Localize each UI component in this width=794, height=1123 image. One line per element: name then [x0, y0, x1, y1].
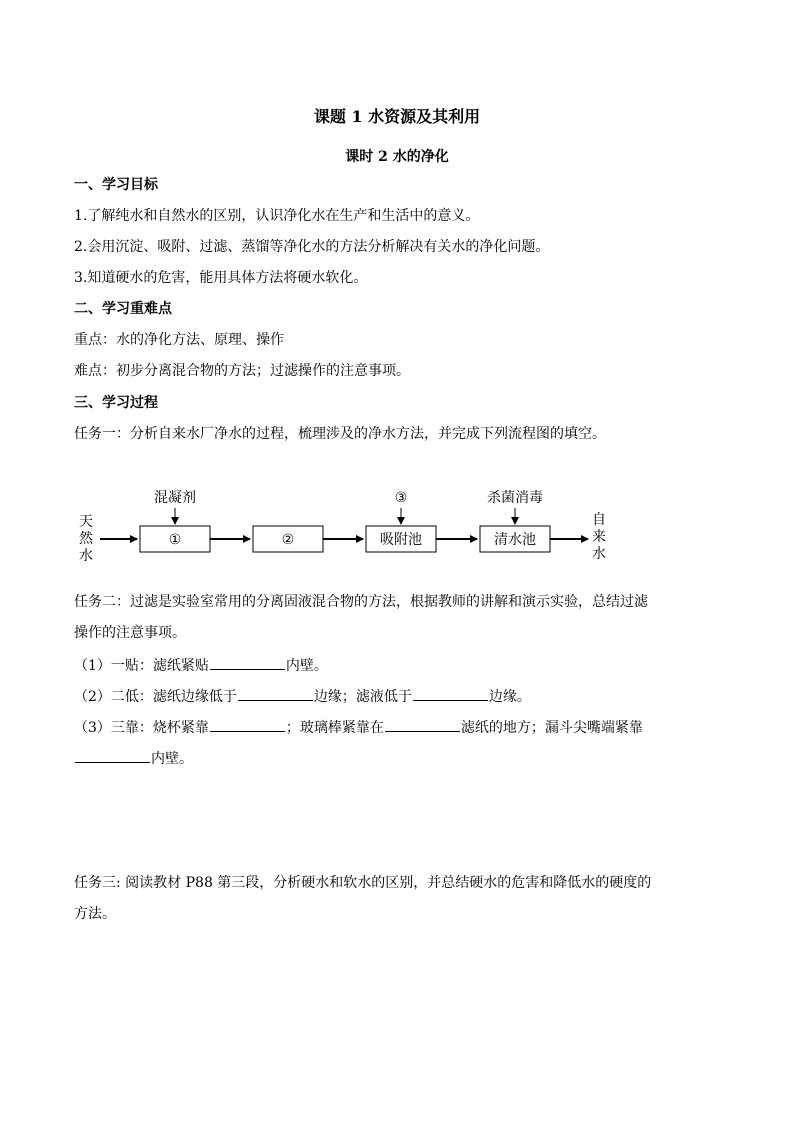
- goal-item-3: 3.知道硬水的危害，能用具体方法将硬水软化。: [74, 270, 368, 286]
- key-point: 重点：水的净化方法、原理、操作: [74, 332, 284, 348]
- flow-box-2-label: ②: [281, 532, 295, 548]
- task2-point-3: [74, 717, 734, 738]
- flow-box-1-label: ①: [168, 532, 182, 548]
- task2-intro-line2: 操作的注意事项。: [74, 625, 186, 641]
- point1-text-a: （1）一贴：滤纸紧贴: [74, 658, 209, 674]
- point2-text-c: 边缘。: [488, 689, 531, 705]
- flow-end-label: 自 来 水: [592, 512, 606, 562]
- task2-point-2: [74, 686, 734, 707]
- blank-3[interactable]: [413, 686, 488, 701]
- point2-text-b: 边缘；滤液低于: [313, 689, 412, 705]
- task2-point-1: [74, 655, 734, 676]
- difficult-point: 难点：初步分离混合物的方法；过滤操作的注意事项。: [74, 363, 410, 379]
- flow-start-label: 天 然 水: [79, 514, 93, 564]
- blank-4[interactable]: [210, 717, 285, 732]
- task3-line2: 方法。: [74, 906, 116, 922]
- blank-5[interactable]: [385, 717, 460, 732]
- section1-heading: 一、学习目标: [74, 177, 158, 193]
- blank-1[interactable]: [210, 655, 285, 670]
- flow-box-3-label: 吸附池: [380, 532, 422, 548]
- flow-input-1-label: 混凝剂: [154, 490, 196, 506]
- point1-text-b: 内壁。: [285, 658, 328, 674]
- task3-line1: 任务三: 阅读教材 P88 第三段，分析硬水和软水的区别，并总结硬水的危害和降低水的硬度的: [74, 875, 652, 891]
- page-title: 课题 1 水资源及其利用: [313, 107, 481, 126]
- point3-text-d: 内壁。: [151, 751, 193, 767]
- goal-item-1: 1.了解纯水和自然水的区别，认识净化水在生产和生活中的意义。: [74, 208, 480, 224]
- section2-heading: 二、学习重难点: [74, 301, 172, 317]
- point2-text-a: （2）二低：滤纸边缘低于: [74, 689, 237, 705]
- section3-heading: 三、学习过程: [74, 395, 158, 411]
- point3-text-b: ；玻璃棒紧靠在: [285, 720, 384, 736]
- point3-text-c: 滤纸的地方；漏斗尖嘴端紧靠: [460, 720, 643, 736]
- flow-box-4-label: 清水池: [494, 532, 536, 548]
- flow-input-4-label: 杀菌消毒: [487, 490, 543, 506]
- page-subtitle: 课时 2 水的净化: [345, 149, 449, 165]
- flow-input-3-label: ③: [394, 490, 408, 506]
- blank-6[interactable]: [75, 748, 150, 763]
- task1-text: 任务一：分析自来水厂净水的过程，梳理涉及的净水方法，并完成下列流程图的填空。: [74, 426, 606, 442]
- goal-item-2: 2.会用沉淀、吸附、过滤、蒸馏等净化水的方法分析解决有关水的净化问题。: [74, 239, 550, 255]
- task2-point-3-cont: [74, 748, 734, 769]
- task2-intro-line1: 任务二：过滤是实验室常用的分离固液混合物的方法，根据教师的讲解和演示实验，总结过滤: [74, 594, 648, 610]
- water-purification-flowchart: [74, 484, 644, 580]
- point3-text-a: （3）三靠：烧杯紧靠: [74, 720, 209, 736]
- blank-2[interactable]: [238, 686, 313, 701]
